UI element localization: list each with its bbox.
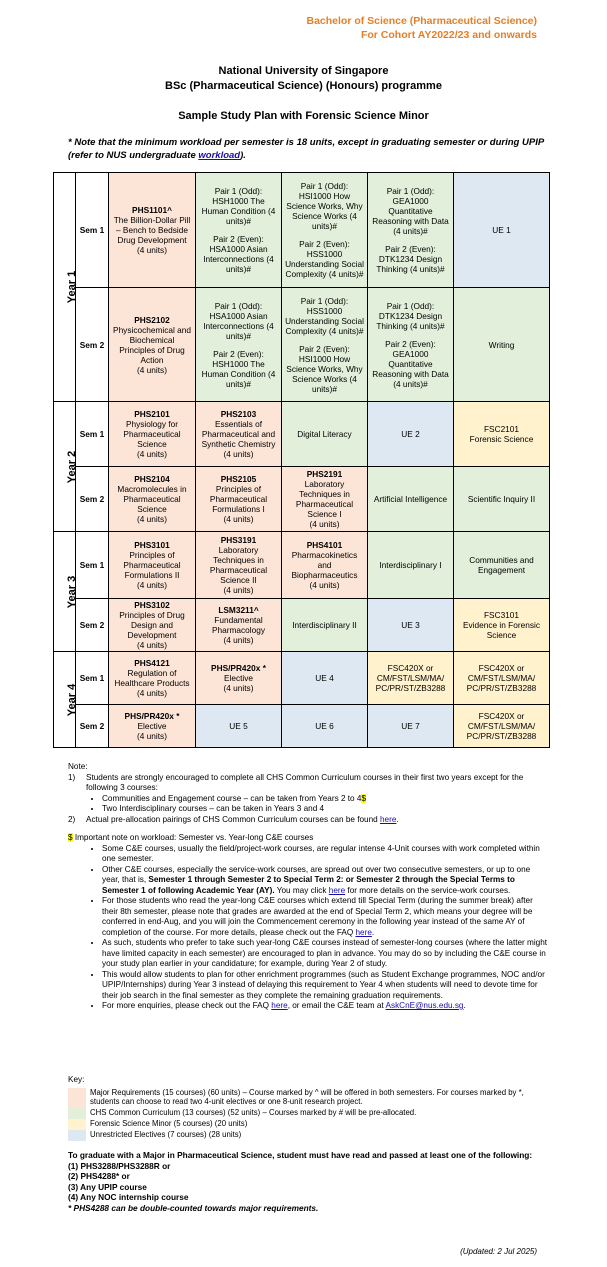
graduation-footnote: * PHS4288 can be double-counted towards major requirements.	[68, 1202, 319, 1213]
study-plan-table	[53, 172, 550, 748]
degree-title: BSc (Pharmaceutical Science) (Honours) programme	[165, 80, 442, 92]
course-cell: PHS2105 Principles of Pharmaceutical Formulations I (4 units)	[196, 467, 282, 532]
note-2: 2) Actual pre-allocation pairings of CHS Common Curriculum courses can be found here.	[68, 814, 399, 824]
course-cell: PHS1101^ The Billion-Dollar Pill – Bench to Bedside Drug Development (4 units)	[109, 173, 196, 288]
notes-heading: Note:	[68, 762, 88, 771]
cohort-line: For Cohort AY2022/23 and onwards	[360, 29, 537, 41]
workload-important-note: $ Important note on workload: Semester vs. Year-long C&E courses	[68, 833, 314, 842]
sem-label: Sem 1	[76, 532, 109, 599]
course-cell: Pair 1 (Odd): HSS1000 Understanding Social Complexity (4 units)# Pair 2 (Even): HSI1000 How Science Works, Why Science Works (4 units)#	[282, 288, 368, 402]
key-swatch	[68, 1108, 86, 1119]
updated-date: (Updated: 2 Jul 2025)	[460, 1247, 537, 1256]
course-cell: Scientific Inquiry II	[454, 467, 550, 532]
course-cell: Writing	[454, 288, 550, 402]
course-cell: UE 6	[282, 705, 368, 748]
programme-line: Bachelor of Science (Pharmaceutical Science)	[306, 15, 537, 27]
year-3-label: Year 3	[54, 532, 76, 652]
key-item: Unrestricted Electives (7 courses) (28 units)	[68, 1130, 548, 1141]
sem-label: Sem 2	[76, 288, 109, 402]
graduation-option: (4) Any NOC internship course	[68, 1192, 189, 1202]
faq-link-2[interactable]: here	[271, 1001, 288, 1010]
course-cell: UE 3	[368, 599, 454, 652]
course-cell: Pair 1 (Odd): GEA1000 Quantitative Reasoning with Data (4 units)# Pair 2 (Even): DTK1234 Design Thinking (4 units)#	[368, 173, 454, 288]
course-cell: Pair 1 (Odd): HSA1000 Asian Interconnections (4 units)# Pair 2 (Even): HSH1000 The Human Condition (4 units)#	[196, 288, 282, 402]
course-cell: PHS2104 Macromolecules in Pharmaceutical Science (4 units)	[109, 467, 196, 532]
list-item: • Communities and Engagement course – can be taken from Years 2 to 4$	[102, 794, 548, 805]
course-cell: Digital Literacy	[282, 402, 368, 467]
row-y1s1	[54, 173, 550, 288]
faq-link[interactable]: here	[355, 927, 372, 937]
graduation-option: (2) PHS4288* or	[68, 1171, 130, 1181]
key-heading: Key:	[68, 1075, 85, 1084]
course-cell: PHS2103 Essentials of Pharmaceutical and Synthetic Chemistry (4 units)	[196, 402, 282, 467]
course-cell: Pair 1 (Odd): HSH1000 The Human Condition (4 units)# Pair 2 (Even): HSA1000 Asian Interconnections (4 units)#	[196, 173, 282, 288]
course-cell: PHS3102 Principles of Drug Design and Development (4 units)	[109, 599, 196, 652]
graduation-option: (1) PHS3288/PHS3288R or	[68, 1160, 171, 1171]
row-y4s2	[54, 705, 550, 748]
course-cell: Pair 1 (Odd): DTK1234 Design Thinking (4 units)# Pair 2 (Even): GEA1000 Quantitative Reasoning with Data (4 units)#	[368, 288, 454, 402]
sem-label: Sem 2	[76, 467, 109, 532]
note-1-list	[68, 794, 548, 815]
course-cell: Pair 1 (Odd): HSI1000 How Science Works, Why Science Works (4 units)# Pair 2 (Even): HSS1000 Understanding Social Complexity (4 units)#	[282, 173, 368, 288]
list-item: • For those students who read the year-long C&E courses which extend till Special Term (during the summer break) after their 8th semester, please note that grades are awarded at the end of Special Term 2, which means your degree will be conferred in end-Aug, and you will join the Commencement ceremony in the following year instead of the same AY of completion of the course. For more details, please check out the FAQ here.	[102, 896, 548, 938]
pairings-link[interactable]: here	[379, 814, 397, 824]
course-cell: PHS4101 Pharmacokinetics and Biopharmaceutics (4 units)	[282, 532, 368, 599]
key-item: Forensic Science Minor (5 courses) (20 units)	[68, 1119, 548, 1130]
course-cell: UE 1	[454, 173, 550, 288]
row-y1s2	[54, 288, 550, 402]
course-cell: PHS3101 Principles of Pharmaceutical Formulations II (4 units)	[109, 532, 196, 599]
key-swatch	[68, 1088, 86, 1108]
key-swatch	[68, 1119, 86, 1130]
year-1-label: Year 1	[54, 173, 76, 402]
course-cell: Interdisciplinary I	[368, 532, 454, 599]
sem-label: Sem 1	[76, 402, 109, 467]
key-item: Major Requirements (15 courses) (60 units) – Course marked by ^ will be offered in both semesters. For courses marked by *, students can choose to read two 4-unit electives or one 8-unit research project.	[68, 1088, 548, 1108]
list-item: • Two Interdisciplinary courses – can be taken in Years 3 and 4	[102, 804, 548, 815]
course-cell: LSM3211^ Fundamental Pharmacology (4 units)	[196, 599, 282, 652]
row-y3s2	[54, 599, 550, 652]
graduation-requirements	[68, 1150, 548, 1213]
course-cell: PHS3191 Laboratory Techniques in Pharmaceutical Science II (4 units)	[196, 532, 282, 599]
key-item: CHS Common Curriculum (13 courses) (52 units) – Courses marked by # will be pre-allocated.	[68, 1108, 548, 1119]
course-cell: UE 4	[282, 652, 368, 705]
course-cell: FSC420X or CM/FST/LSM/MA/ PC/PR/ST/ZB3288	[368, 652, 454, 705]
sem-label: Sem 2	[76, 705, 109, 748]
list-item: • This would allow students to plan for other enrichment programmes (such as Student Exchange programmes, NOC and/or UPIP/Internships) during Year 3 instead of delaying this requirement to Year 4 when students will need to devote time for their job search in the final semester as they complete the remaining graduation requirements.	[102, 970, 548, 1002]
notes-section	[68, 762, 548, 1012]
course-cell: UE 2	[368, 402, 454, 467]
course-cell: PHS2191 Laboratory Techniques in Pharmaceutical Science I (4 units)	[282, 467, 368, 532]
workload-note-end: ).	[240, 149, 246, 161]
course-cell: Interdisciplinary II	[282, 599, 368, 652]
row-y3s1	[54, 532, 550, 599]
plan-title: Sample Study Plan with Forensic Science Minor	[178, 110, 429, 122]
row-y4s1	[54, 652, 550, 705]
course-cell: Communities and Engagement	[454, 532, 550, 599]
note-1: 1) Students are strongly encouraged to complete all CHS Common Curriculum courses in their first two years except for the following 3 courses:	[68, 773, 548, 794]
course-cell: Artificial Intelligence	[368, 467, 454, 532]
sem-label: Sem 1	[76, 173, 109, 288]
course-cell: UE 5	[196, 705, 282, 748]
key-swatch	[68, 1130, 86, 1141]
workload-note	[68, 137, 548, 162]
university-title: National University of Singapore	[218, 65, 389, 77]
course-cell: FSC3101 Evidence in Forensic Science	[454, 599, 550, 652]
service-work-link[interactable]: here	[328, 885, 346, 895]
graduation-intro: To graduate with a Major in Pharmaceutical Science, student must have read and passed at least one of the following:	[68, 1150, 533, 1160]
row-y2s2	[54, 467, 550, 532]
course-cell: FSC420X or CM/FST/LSM/MA/ PC/PR/ST/ZB3288	[454, 705, 550, 748]
year-2-label: Year 2	[54, 402, 76, 532]
course-cell: PHS2101 Physiology for Pharmaceutical Science (4 units)	[109, 402, 196, 467]
sem-label: Sem 1	[76, 652, 109, 705]
graduation-option: (3) Any UPIP course	[68, 1181, 147, 1192]
workload-note-text: * Note that the minimum workload per semester is 18 units, except in graduating semester or during UPIP (refer to NUS undergraduate	[68, 137, 544, 161]
course-cell: PHS2102 Physicochemical and Biochemical Principles of Drug Action (4 units)	[109, 288, 196, 402]
course-cell: PHS4121 Regulation of Healthcare Products (4 units)	[109, 652, 196, 705]
workload-link[interactable]: workload	[198, 149, 241, 161]
list-item: • For more enquiries, please check out the FAQ here, or email the C&E team at AskCnE@nus.edu.sg.	[102, 1001, 548, 1012]
list-item: • As such, students who prefer to take such year-long C&E courses instead of semester-long courses (where the latter might have limited capacity in each semester) are encouraged to plan in advance. You may do so by including the C&E course in your study plan earlier in your candidature; for example, during Year 2 of study.	[102, 938, 548, 970]
year-4-label: Year 4	[54, 652, 76, 748]
list-item: • Some C&E courses, usually the field/project-work courses, are regular intense 4-Unit courses with work completed within one semester.	[102, 844, 548, 865]
row-y2s1	[54, 402, 550, 467]
sem-label: Sem 2	[76, 599, 109, 652]
list-item: • Other C&E courses, especially the service-work courses, are spread out over two consecutive semesters, or up to one year, that is, Semester 1 through Semester 2 to Special Term 2: or Semester 2 through the Special Terms to Semester 1 of following Academic Year (AY). You may click here for more details on the service-work courses.	[102, 865, 548, 897]
email-link[interactable]: AskCnE@nus.edu.sg	[385, 1001, 464, 1010]
course-cell: FSC420X or CM/FST/LSM/MA/ PC/PR/ST/ZB3288	[454, 652, 550, 705]
key-section	[68, 1075, 548, 1141]
workload-list	[68, 844, 548, 1012]
course-cell: UE 7	[368, 705, 454, 748]
course-cell: PHS/PR420x * Elective (4 units)	[196, 652, 282, 705]
course-cell: FSC2101 Forensic Science	[454, 402, 550, 467]
note-1-text: Students are strongly encouraged to complete all CHS Common Curriculum courses in their first two years except for the following 3 courses:	[86, 772, 524, 792]
course-cell: PHS/PR420x * Elective (4 units)	[109, 705, 196, 748]
